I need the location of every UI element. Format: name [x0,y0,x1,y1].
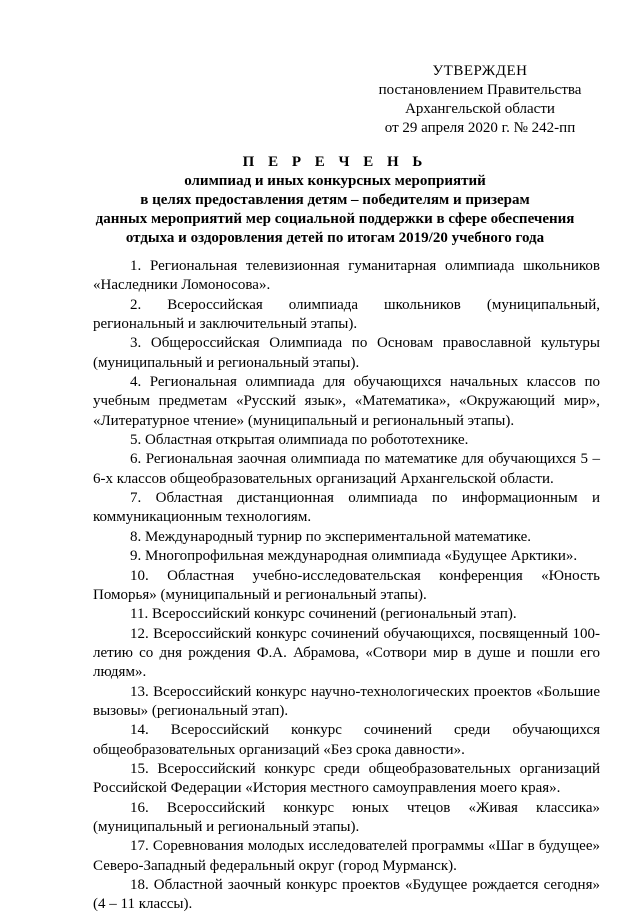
event-list [93,257,600,915]
approval-title: УТВЕРЖДЕН [432,63,528,79]
list-item: 16. Всероссийский конкурс юных чтецов «Живая классика» (муниципальный и региональный этапы). [93,799,600,835]
list-item: 14. Всероссийский конкурс сочинений среди обучающихся общеобразовательных организаций «Без срока давности». [93,722,600,758]
subtitle-line-2: в целях предоставления детям – победителям и призерам [140,192,530,208]
subtitle-line-1: олимпиад и иных конкурсных мероприятий [184,173,486,189]
approval-line-2: Архангельской области [405,101,555,117]
document-title: П Е Р Е Ч Е Н Ь [242,154,428,170]
list-item: 2. Всероссийская олимпиада школьников (муниципальный, региональный и заключительный этапы). [93,296,600,333]
approval-line-3: от 29 апреля 2020 г. № 242-пп [384,120,576,136]
list-item: 1. Региональная телевизионная гуманитарная олимпиада школьников «Наследники Ломоносова». [93,258,600,294]
approval-line-1: постановлением Правительства [378,82,582,98]
list-item: 4. Региональная олимпиада для обучающихся начальных классов по учебным предметам «Русский язык», «Математика», «Окружающий мир», «Литературное чтение» (муниципальный и региональный этапы). [93,374,600,429]
list-item: 8. Международный турнир по экспериментальной математике. [130,528,531,545]
list-item: 11. Всероссийский конкурс сочинений (региональный этап). [130,606,517,623]
list-item: 18. Областной заочный конкурс проектов «Будущее рождается сегодня» (4 – 11 классы). [93,877,600,913]
approval-stamp [360,62,600,138]
list-item: 12. Всероссийский конкурс сочинений обучающихся, посвященный 100-летию со дня рождения Ф.А. Абрамова, «Сотвори мир в душе и пошли его людям». [93,625,600,681]
subtitle-line-4: отдыха и оздоровления детей по итогам 2019/20 учебного года [125,230,545,246]
list-item: 7. Областная дистанционная олимпиада по информационным и коммуникационным технологиям. [93,490,600,526]
list-item: 5. Областная открытая олимпиада по робототехнике. [130,432,469,449]
list-item: 6. Региональная заочная олимпиада по математике для обучающихся 5 – 6-х классов общеобразовательных организаций Архангельской области. [93,451,600,487]
document-heading [70,153,600,248]
subtitle-line-3: данных мероприятий мер социальной поддержки в сфере обеспечения [95,211,575,227]
list-item: 3. Общероссийская Олимпиада по Основам православной культуры (муниципальный и региональный этапы). [93,335,600,371]
list-item: 15. Всероссийский конкурс среди общеобразовательных организаций Российской Федерации «История местного самоуправления моего края». [93,760,600,797]
list-item: 13. Всероссийский конкурс научно-технологических проектов «Большие вызовы» (региональный этап). [93,683,600,719]
list-item: 17. Соревнования молодых исследователей программы «Шаг в будущее» Северо-Западный федеральный округ (город Мурманск). [93,838,600,874]
list-item: 10. Областная учебно-исследовательская конференция «Юность Поморья» (муниципальный и региональный этапы). [93,567,600,603]
list-item: 9. Многопрофильная международная олимпиада «Будущее Арктики». [130,548,578,565]
